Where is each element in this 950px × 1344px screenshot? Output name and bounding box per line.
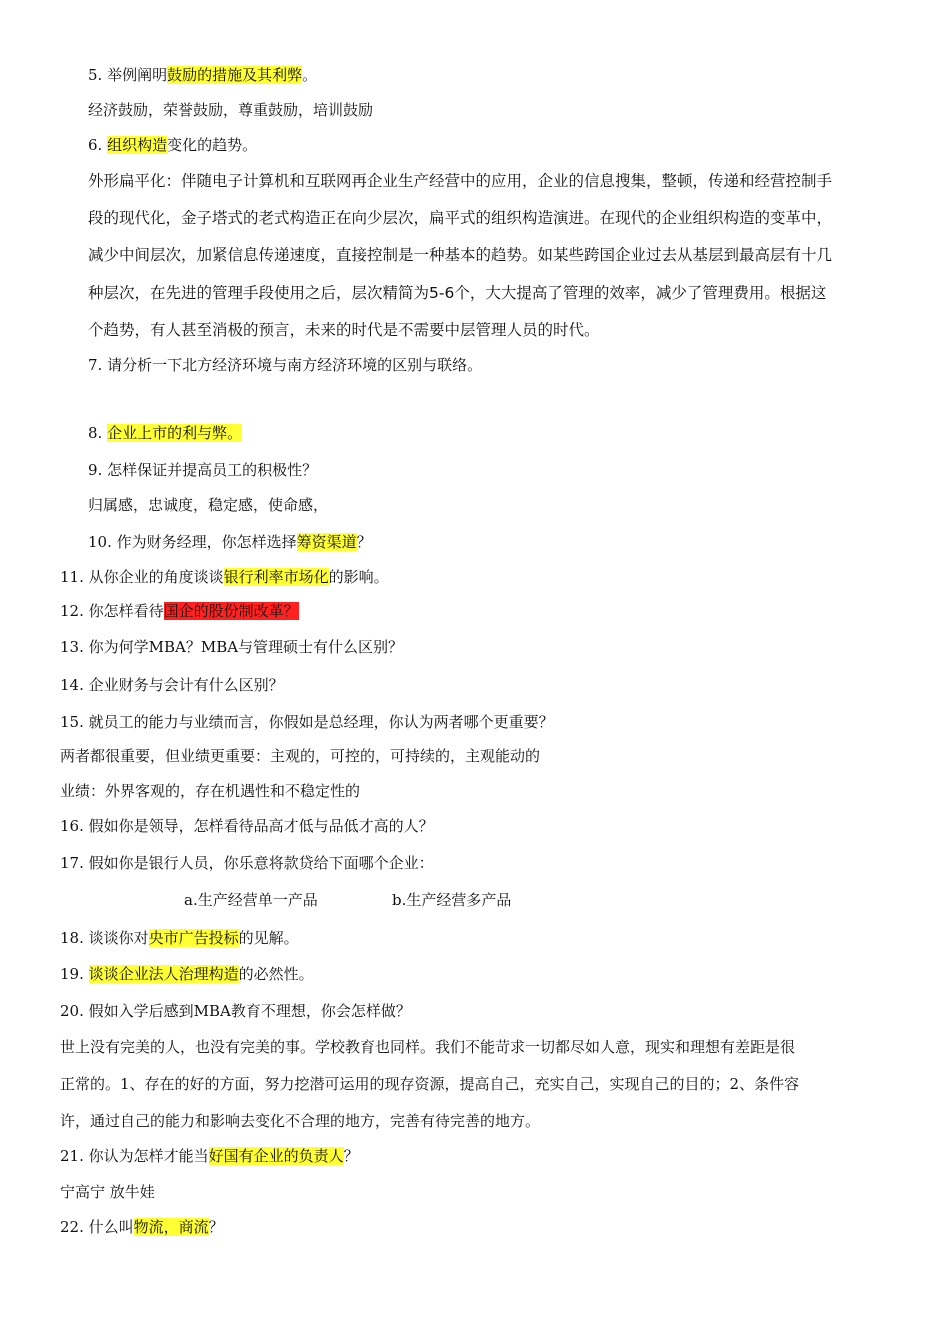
highlight: 筹资渠道 <box>296 533 357 551</box>
question-10: 10. 作为财务经理，你怎样选择筹资渠道？ <box>88 533 372 551</box>
highlight: 谈谈企业法人治理构造 <box>88 965 239 983</box>
answer-20-line-3: 许，通过自己的能力和影响去变化不合理的地方，完善有待完善的地方。 <box>60 1112 541 1130</box>
question-11: 11. 从你企业的角度谈谈银行利率市场化的影响。 <box>60 568 389 586</box>
highlight: 物流，商流 <box>133 1218 209 1236</box>
question-17: 17. 假如你是银行人员，你乐意将款贷给下面哪个企业： <box>60 854 434 872</box>
answer-15-line-1: 两者都很重要，但业绩更重要：主观的，可控的，可持续的，主观能动的 <box>60 747 541 765</box>
highlight: 鼓励的措施及其利弊 <box>167 66 303 84</box>
highlight: 央市广告投标 <box>148 929 239 947</box>
question-21: 21. 你认为怎样才能当好国有企业的负责人？ <box>60 1147 359 1165</box>
question-22: 22. 什么叫物流，商流？ <box>60 1218 224 1236</box>
answer-9: 归属感，忠诚度，稳定感，使命感， <box>88 496 329 514</box>
question-18: 18. 谈谈你对央市广告投标的见解。 <box>60 929 299 947</box>
question-19: 19. 谈谈企业法人治理构造的必然性。 <box>60 965 314 983</box>
answer-21: 宁高宁 放牛娃 <box>60 1183 155 1201</box>
question-5: 5. 举例阐明鼓励的措施及其利弊。 <box>88 66 318 84</box>
answer-6-line-5: 个趋势，有人甚至消极的预言，未来的时代是不需要中层管理人员的时代。 <box>88 321 600 339</box>
question-15: 15. 就员工的能力与业绩而言，你假如是总经理，你认为两者哪个更重要？ <box>60 713 554 731</box>
answer-6-line-3: 减少中间层次，加紧信息传递速度，直接控制是一种基本的趋势。如某些跨国企业过去从基层到最高层有十几 <box>88 246 833 264</box>
answer-6-line-1: 外形扁平化：伴随电子计算机和互联网再企业生产经营中的应用，企业的信息搜集，整顿，传递和经营控制手 <box>88 172 833 190</box>
highlight: 银行利率市场化 <box>223 568 329 586</box>
question-16: 16. 假如你是领导，怎样看待品高才低与品低才高的人？ <box>60 817 434 835</box>
answer-5: 经济鼓励，荣誉鼓励，尊重鼓励，培训鼓励 <box>88 101 374 119</box>
question-20: 20. 假如入学后感到MBA教育不理想，你会怎样做？ <box>60 1002 411 1020</box>
question-7: 7. 请分析一下北方经济环境与南方经济环境的区别与联络。 <box>88 356 483 374</box>
answer-20-line-2: 正常的。1、存在的好的方面，努力挖潜可运用的现存资源，提高自己，充实自己，实现自己的目的；2、条件容 <box>60 1075 800 1093</box>
answer-15-line-2: 业绩：外界客观的，存在机遇性和不稳定性的 <box>60 782 361 800</box>
option-a: a.生产经营单一产品 <box>184 891 318 909</box>
answer-20-line-1: 世上没有完美的人，也没有完美的事。学校教育也同样。我们不能苛求一切都尽如人意，现实和理想有差距是很 <box>60 1038 796 1056</box>
highlight: 组织构造 <box>107 136 168 154</box>
question-8: 8. 企业上市的利与弊。 <box>88 424 243 442</box>
answer-6-line-4: 种层次，在先进的管理手段使用之后，层次精简为5-6个，大大提高了管理的效率，减少了管理费用。根据这 <box>88 284 827 302</box>
question-12: 12. 你怎样看待国企的股份制改革？ <box>60 602 299 620</box>
option-b: b.生产经营多产品 <box>392 891 512 909</box>
highlight: 好国有企业的负责人 <box>208 1147 344 1165</box>
highlight-red: 国企的股份制改革？ <box>163 602 299 620</box>
question-9: 9. 怎样保证并提高员工的积极性？ <box>88 461 318 479</box>
question-13: 13. 你为何学MBA？MBA与管理硕士有什么区别？ <box>60 638 404 656</box>
highlight: 企业上市的利与弊。 <box>107 424 243 442</box>
answer-6-line-2: 段的现代化，金子塔式的老式构造正在向少层次，扁平式的组织构造演进。在现代的企业组织构造的变革中， <box>88 209 833 227</box>
question-14: 14. 企业财务与会计有什么区别？ <box>60 676 284 694</box>
question-6: 6. 组织构造变化的趋势。 <box>88 136 258 154</box>
